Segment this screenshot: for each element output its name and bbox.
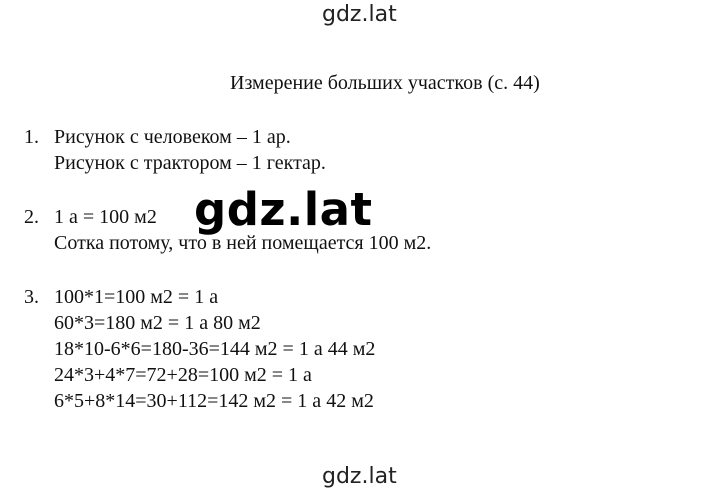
watermark-middle: gdz.lat [194,183,373,236]
task-1 [24,124,326,176]
task-line: 6*5+8*14=30+112=142 м2 = 1 а 42 м2 [54,390,374,412]
task-lines [54,124,326,176]
task-line: Сотка потому, что в ней помещается 100 м2. [54,232,432,254]
task-number: 2. [24,206,39,228]
task-line: 1 а = 100 м2 [54,206,157,228]
task-line: 24*3+4*7=72+28=100 м2 = 1 а [54,364,312,386]
task-line: 60*3=180 м2 = 1 а 80 м2 [54,312,261,334]
task-3 [24,284,375,414]
task-line: 18*10-6*6=180-36=144 м2 = 1 а 44 м2 [54,338,376,360]
task-number: 1. [24,126,39,148]
page-title: Измерение больших участков (с. 44) [230,72,540,94]
task-number: 3. [24,286,39,308]
watermark-top: gdz.lat [322,2,397,27]
task-lines [54,284,375,414]
task-line: 100*1=100 м2 = 1 а [54,286,219,308]
task-line: Рисунок с человеком – 1 ар. [54,126,291,148]
task-line: Рисунок с трактором – 1 гектар. [54,152,326,174]
watermark-bottom: gdz.lat [322,464,397,489]
